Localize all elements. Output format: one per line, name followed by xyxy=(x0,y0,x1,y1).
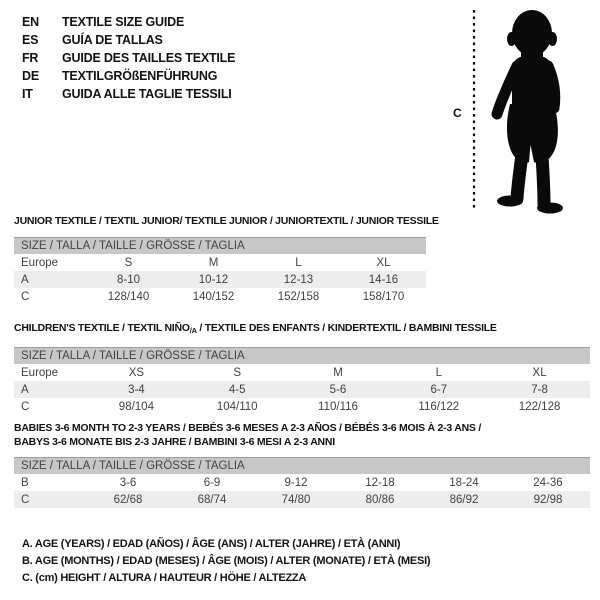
language-code: IT xyxy=(22,87,33,101)
table-cell: XL xyxy=(532,366,547,379)
table-cell: 92/98 xyxy=(506,491,590,508)
table-cell: 152/158 xyxy=(277,290,320,303)
table-header-row xyxy=(14,238,426,255)
table-row-height xyxy=(14,288,426,305)
table-cell: 74/80 xyxy=(254,491,338,508)
table-cell: 14-16 xyxy=(341,271,426,288)
table-cell: 104/110 xyxy=(216,400,258,413)
language-row-fr xyxy=(22,49,235,67)
table-row-height xyxy=(14,398,590,415)
language-row-en xyxy=(22,13,235,31)
table-cell: 86/92 xyxy=(422,491,506,508)
table-header-row xyxy=(14,348,590,365)
height-measure-label: C xyxy=(453,106,462,120)
table-cell: 6-9 xyxy=(203,476,221,489)
table-cell: 3-6 xyxy=(119,476,137,489)
table-cell: 140/152 xyxy=(192,290,235,303)
table-cell: 8-10 xyxy=(86,271,171,288)
table-row-months xyxy=(14,474,590,491)
table-cell: 18-24 xyxy=(449,476,479,489)
table-cell: 158/170 xyxy=(362,290,405,303)
table-cell: L xyxy=(435,366,442,379)
baby-silhouette-graphic xyxy=(448,4,588,216)
table-cell: 12-13 xyxy=(256,271,341,288)
language-code: FR xyxy=(22,51,39,65)
language-row-de xyxy=(22,67,235,85)
guide-title-it: GUIDA ALLE TAGLIE TESSILI xyxy=(62,87,232,101)
row-label: Europe xyxy=(21,366,59,379)
row-label: C xyxy=(21,400,30,413)
row-label: C xyxy=(21,290,30,303)
junior-size-table xyxy=(14,237,426,305)
table-cell: 10-12 xyxy=(171,271,256,288)
language-code: EN xyxy=(22,15,39,29)
language-title-block xyxy=(22,13,235,103)
table-cell: M xyxy=(208,256,219,269)
table-cell: 6-7 xyxy=(388,381,489,398)
guide-title-en: TEXTILE SIZE GUIDE xyxy=(62,15,185,29)
baby-height-figure xyxy=(448,4,588,216)
guide-title-es: GUÍA DE TALLAS xyxy=(62,33,163,47)
table-cell: S xyxy=(233,366,242,379)
table-cell: 5-6 xyxy=(288,381,389,398)
baby-silhouette xyxy=(497,10,563,214)
table-cell: L xyxy=(295,256,302,269)
guide-title-de: TEXTILGRÖßENFÜHRUNG xyxy=(62,69,218,83)
babies-section xyxy=(14,421,590,508)
junior-section-title: JUNIOR TEXTILE / TEXTIL JUNIOR/ TEXTILE JUNIOR / JUNIORTEXTIL / JUNIOR TESSILE xyxy=(14,215,439,227)
table-cell: 110/116 xyxy=(318,400,358,413)
table-row-height xyxy=(14,491,590,508)
language-row-it xyxy=(22,85,235,103)
table-cell: M xyxy=(333,366,343,379)
babies-size-table xyxy=(14,457,590,508)
table-cell: 80/86 xyxy=(338,491,422,508)
legend-c: C. (cm) HEIGHT / ALTURA / HAUTEUR / HÖHE / ALTEZZA xyxy=(22,572,307,584)
table-row-europe xyxy=(14,254,426,271)
row-label: A xyxy=(14,381,86,398)
babies-section-title xyxy=(14,421,590,449)
table-cell: 9-12 xyxy=(284,476,308,489)
junior-section xyxy=(14,214,439,305)
language-row-es xyxy=(22,31,235,49)
table-row-europe xyxy=(14,364,590,381)
size-table-header: SIZE / TALLA / TAILLE / GRÖSSE / TAGLIA xyxy=(14,348,590,365)
babies-title-line1: BABIES 3-6 MONTH TO 2-3 YEARS / BEBÉS 3-6 MESES A 2-3 AÑOS / BÉBÉS 3-6 MOIS À 2-3 ANS / xyxy=(14,422,482,434)
table-cell: 116/122 xyxy=(418,400,460,413)
table-cell: 128/140 xyxy=(107,290,150,303)
row-label: B xyxy=(21,476,29,489)
legend-block xyxy=(22,536,430,587)
table-row-age xyxy=(14,381,590,398)
row-label: C xyxy=(14,491,86,508)
table-cell: 68/74 xyxy=(170,491,254,508)
size-table-header: SIZE / TALLA / TAILLE / GRÖSSE / TAGLIA xyxy=(14,458,590,475)
table-cell: 4-5 xyxy=(187,381,288,398)
table-cell: S xyxy=(124,256,133,269)
children-size-table xyxy=(14,347,590,415)
language-code: DE xyxy=(22,69,39,83)
children-title-pre: CHILDREN'S TEXTILE / TEXTIL NIÑO xyxy=(14,322,190,334)
children-title-post: / TEXTILE DES ENFANTS / KINDERTEXTIL / BAMBINI TESSILE xyxy=(196,322,497,334)
table-cell: XL xyxy=(376,256,391,269)
language-code: ES xyxy=(22,33,39,47)
table-cell: 62/68 xyxy=(86,491,170,508)
children-section xyxy=(14,321,590,415)
table-cell: XS xyxy=(128,366,145,379)
table-cell: 7-8 xyxy=(489,381,590,398)
table-cell: 98/104 xyxy=(118,400,154,413)
guide-title-fr: GUIDE DES TAILLES TEXTILE xyxy=(62,51,236,65)
table-header-row xyxy=(14,458,590,475)
children-title-sub: /A xyxy=(189,326,197,335)
size-table-header: SIZE / TALLA / TAILLE / GRÖSSE / TAGLIA xyxy=(14,238,426,255)
table-cell: 12-18 xyxy=(365,476,395,489)
table-cell: 3-4 xyxy=(86,381,187,398)
legend-a: A. AGE (YEARS) / EDAD (AÑOS) / ÂGE (ANS) / ALTER (JAHRE) / ETÀ (ANNI) xyxy=(22,538,401,550)
table-cell: 24-36 xyxy=(533,476,563,489)
children-section-title xyxy=(14,321,590,338)
row-label: Europe xyxy=(21,256,59,269)
table-row-age xyxy=(14,271,426,288)
babies-title-line2: BABYS 3-6 MONATE BIS 2-3 JAHRE / BAMBINI 3-6 MESI A 2-3 ANNI xyxy=(14,436,335,448)
legend-b: B. AGE (MONTHS) / EDAD (MESES) / ÂGE (MOIS) / ALTER (MONATE) / ETÀ (MESI) xyxy=(22,555,431,567)
table-cell: 122/128 xyxy=(518,400,561,413)
row-label: A xyxy=(14,271,86,288)
